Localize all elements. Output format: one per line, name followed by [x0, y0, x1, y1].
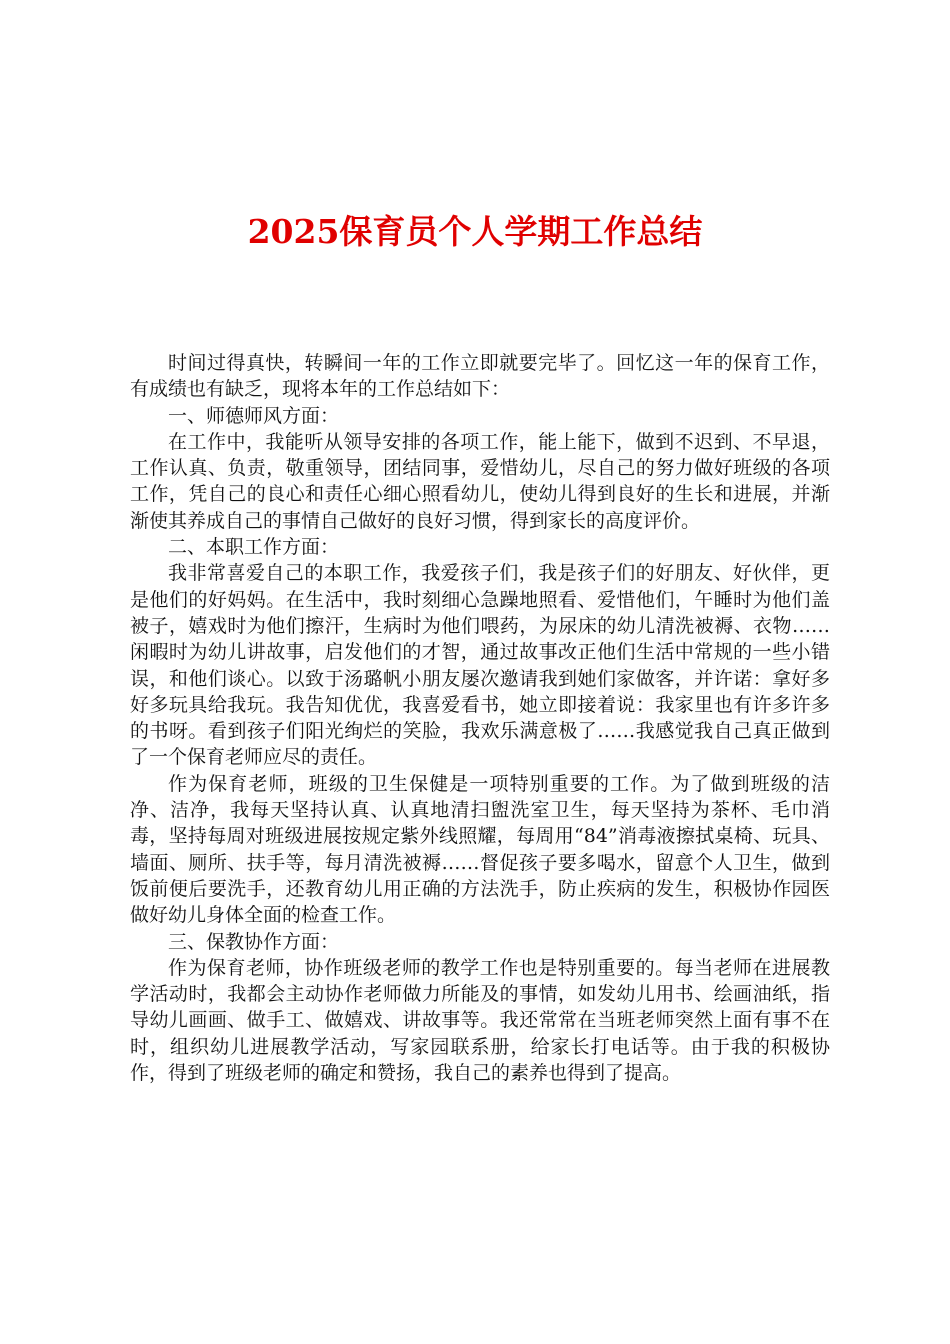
section-heading-ethics: 一、师德师风方面：	[168, 404, 340, 427]
intro-paragraph: 时间过得真快，转瞬间一年的工作立即就要完毕了。回忆这一年的保育工作，有成绩也有缺乏，现将本年的工作总结如下：	[130, 352, 830, 401]
hygiene-paragraph: 作为保育老师，班级的卫生保健是一项特别重要的工作。为了做到班级的洁净、洁净，我每天坚持认真、认真地清扫盥洗室卫生，每天坚持为茶杯、毛巾消毒，坚持每周对班级进展按规定紫外线照耀，每周用“84”消毒液擦拭桌椅、玩具、墙面、厕所、扶手等，每月清洗被褥……督促孩子要多喝水，留意个人卫生，做到饭前便后要洗手，还教育幼儿用正确的方法洗手，防止疾病的发生，积极协作园医做好幼儿身体全面的检查工作。	[130, 772, 830, 927]
document-title: 2025保育员个人学期工作总结	[247, 212, 703, 251]
section-heading-duties: 二、本职工作方面：	[168, 536, 340, 559]
duties-paragraph: 我非常喜爱自己的本职工作，我爱孩子们，我是孩子们的好朋友、好伙伴，更是他们的好妈妈。在生活中，我时刻细心急躁地照看、爱惜他们，午睡时为他们盖被子，嬉戏时为他们擦汗，生病时为他们喂药，为尿床的幼儿清洗被褥、衣物……闲暇时为幼儿讲故事，启发他们的才智，通过故事改正他们生活中常规的一些小错误，和他们谈心。以致于汤璐帆小朋友屡次邀请我到她们家做客，并许诺：拿好多好多玩具给我玩。我告知优优，我喜爱看书，她立即接着说：我家里也有许多许多的书呀。看到孩子们阳光绚烂的笑脸，我欢乐满意极了……我感觉我自己真正做到了一个保育老师应尽的责任。	[130, 562, 830, 769]
cooperation-paragraph: 作为保育老师，协作班级老师的教学工作也是特别重要的。每当老师在进展教学活动时，我都会主动协作老师做力所能及的事情，如发幼儿用书、绘画油纸，指导幼儿画画、做手工、做嬉戏、讲故事等。我还常常在当班老师突然上面有事不在时，组织幼儿进展教学活动，写家园联系册，给家长打电话等。由于我的积极协作，得到了班级老师的确定和赞扬，我自己的素养也得到了提高。	[130, 956, 830, 1085]
document-body	[130, 350, 830, 1086]
section-heading-cooperation: 三、保教协作方面：	[168, 930, 340, 953]
ethics-paragraph: 在工作中，我能听从领导安排的各项工作，能上能下，做到不迟到、不早退，工作认真、负责，敬重领导，团结同事，爱惜幼儿，尽自己的努力做好班级的各项工作，凭自己的良心和责任心细心照看幼儿，使幼儿得到良好的生长和进展，并渐渐使其养成自己的事情自己做好的良好习惯，得到家长的高度评价。	[130, 430, 830, 532]
